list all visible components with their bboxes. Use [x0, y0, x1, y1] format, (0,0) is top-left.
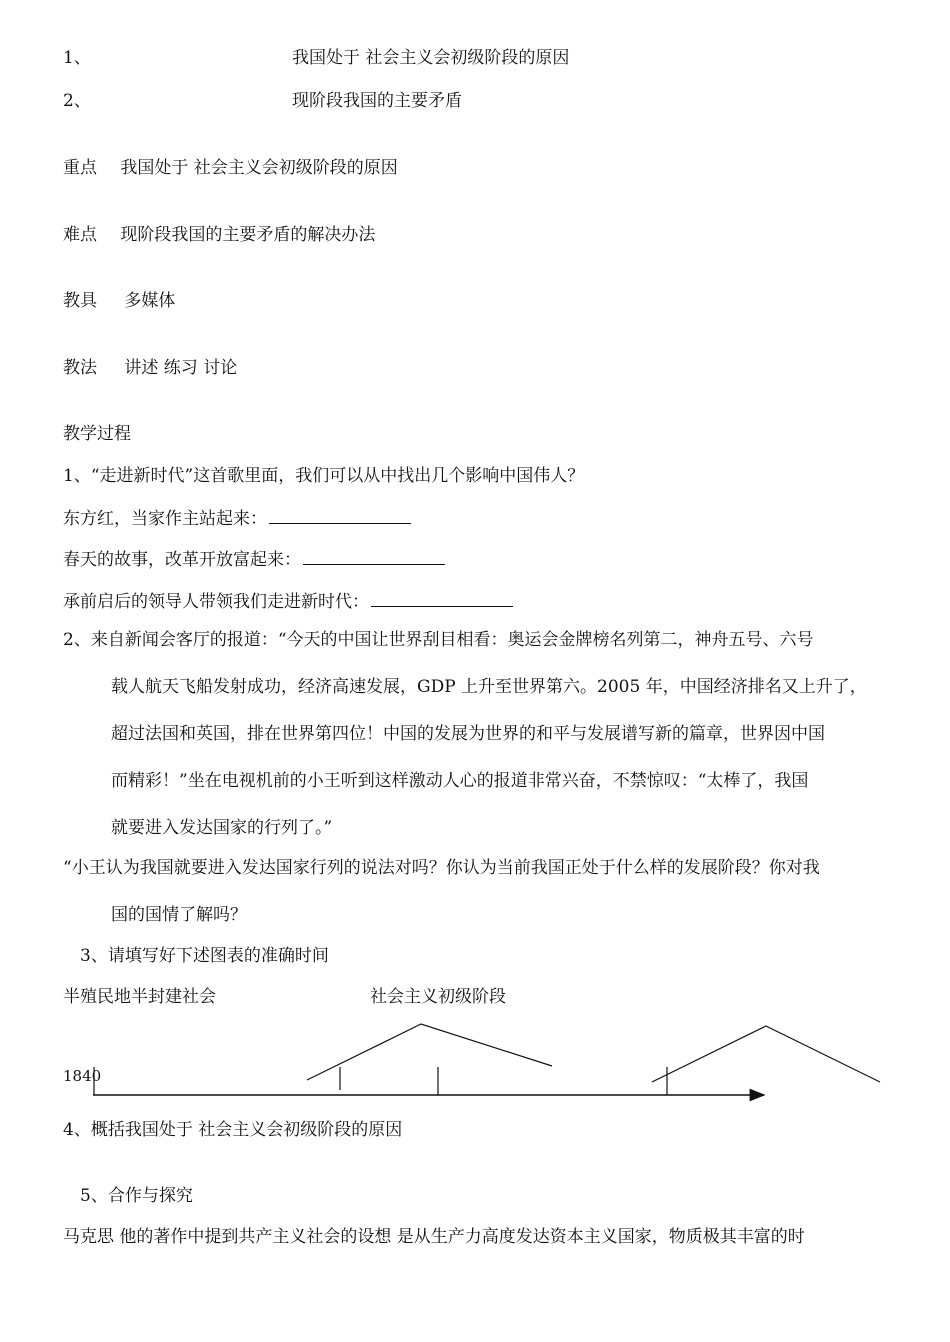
question-2-line-3: 超过法国和英国，排在世界第四位！中国的发展为世界的和平与发展谱写新的篇章，世界因中国 [111, 724, 825, 744]
key-point-text: 我国处于 社会主义会初级阶段的原因 [120, 158, 398, 178]
difficulty-text: 现阶段我国的主要矛盾的解决办法 [120, 225, 376, 245]
objective-2-number: 2、 [63, 91, 91, 111]
methods-label: 教法 [63, 358, 97, 378]
methods-row [63, 360, 237, 377]
blank-row-3 [63, 592, 513, 611]
blank-2-line[interactable] [303, 550, 445, 565]
question-2-line-2: 载人航天飞船发射成功，经济高速发展，GDP 上升至世界第六。2005 年，中国经济排名又上升了， [111, 677, 867, 697]
question-5: 5、合作与探究 [80, 1186, 193, 1206]
blank-1-line[interactable] [269, 509, 411, 524]
difficulty-row [63, 227, 375, 244]
final-paragraph-line: 马克思 他的著作中提到共产主义社会的设想 是从生产力高度发达资本主义国家，物质极其丰富的时 [63, 1227, 805, 1247]
difficulty-label: 难点 [63, 225, 97, 245]
bracket-right [652, 1026, 880, 1082]
bracket-primary-stage [307, 1024, 552, 1080]
blank-3-prompt: 承前启后的领导人带领我们走进新时代： [63, 592, 369, 612]
blank-row-2 [63, 550, 445, 569]
blank-1-prompt: 东方红，当家作主站起来： [63, 509, 267, 529]
timeline-diagram [0, 1010, 950, 1110]
objective-1-number: 1、 [63, 48, 91, 68]
timeline-label-primary-stage: 社会主义初级阶段 [370, 987, 506, 1007]
question-2-line-1: 2、来自新闻会客厅的报道：“今天的中国让世界刮目相看：奥运会金牌榜名列第二，神舟五号、六号 [63, 630, 814, 650]
blank-row-1 [63, 509, 411, 528]
question-2-prompt-line-1: “小王认为我国就要进入发达国家行列的说法对吗？你认为当前我国正处于什么样的发展阶段？你对我 [63, 858, 820, 878]
objective-2-text: 现阶段我国的主要矛盾 [292, 91, 462, 111]
tools-row [63, 293, 175, 310]
key-point-label: 重点 [63, 158, 97, 178]
timeline-start-year: 1840 [63, 1067, 102, 1085]
tools-label: 教具 [63, 291, 97, 311]
timeline-label-semicolonial: 半殖民地半封建社会 [63, 987, 216, 1007]
key-point-row [63, 160, 398, 177]
blank-3-line[interactable] [371, 592, 513, 607]
blank-2-prompt: 春天的故事，改革开放富起来： [63, 550, 301, 570]
methods-text: 讲述 练习 讨论 [124, 358, 238, 378]
objective-1-text: 我国处于 社会主义会初级阶段的原因 [292, 48, 570, 68]
question-2-line-4: 而精彩！”坐在电视机前的小王听到这样激动人心的报道非常兴奋，不禁惊叹：“太棒了，我国 [111, 771, 809, 791]
question-2-prompt-line-2: 国的国情了解吗？ [111, 905, 247, 925]
tools-text: 多媒体 [124, 291, 176, 311]
question-4: 4、概括我国处于 社会主义会初级阶段的原因 [63, 1120, 403, 1140]
process-title: 教学过程 [63, 424, 131, 444]
question-2-line-5: 就要进入发达国家的行列了。” [111, 818, 333, 838]
question-3: 3、请填写好下述图表的准确时间 [80, 946, 329, 966]
question-1: 1、“走进新时代”这首歌里面，我们可以从中找出几个影响中国伟人？ [63, 466, 585, 486]
